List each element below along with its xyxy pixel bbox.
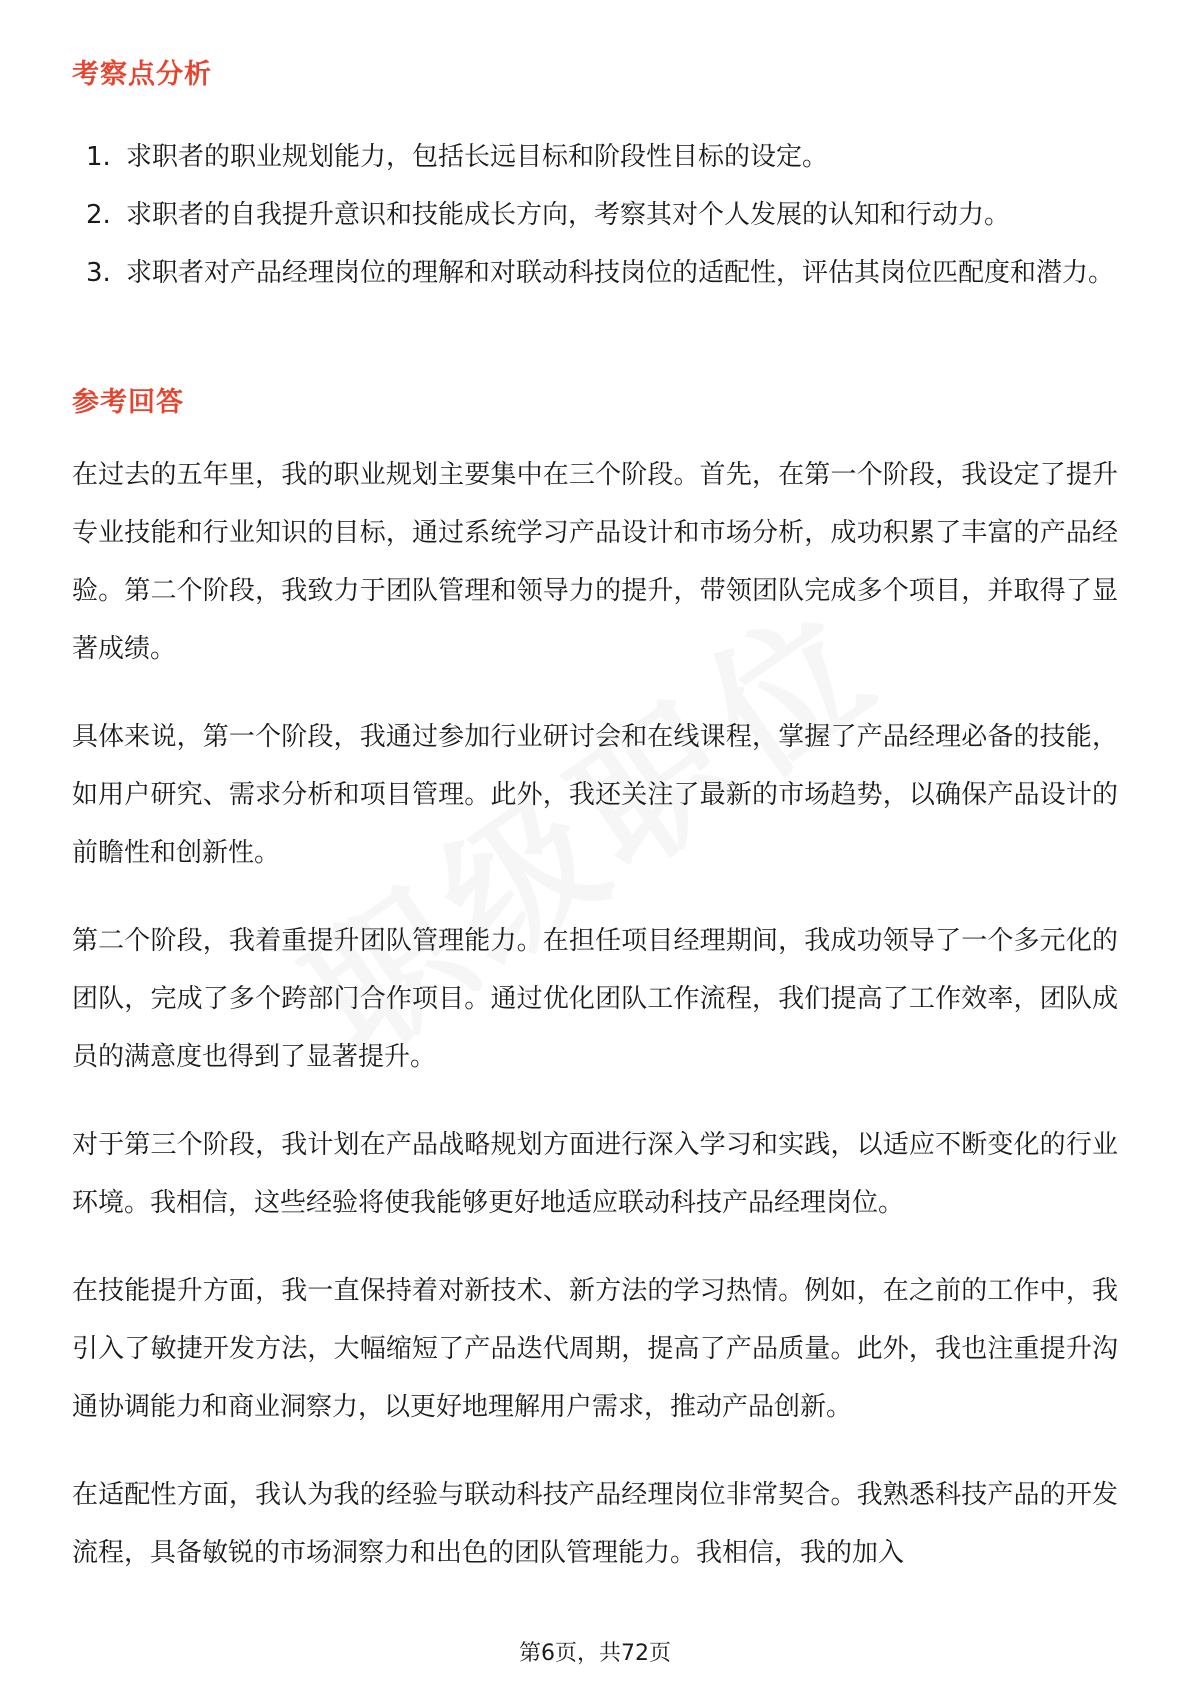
list-item-number: 3.	[86, 258, 111, 288]
list-item-text: 求职者的职业规划能力，包括长远目标和阶段性目标的设定。	[126, 142, 829, 172]
answer-paragraph: 在过去的五年里，我的职业规划主要集中在三个阶段。首先，在第一个阶段，我设定了提升专业技能和行业知识的目标，通过系统学习产品设计和市场分析，成功积累了丰富的产品经验。第二个阶段，我致力于团队管理和领导力的提升，带领团队完成多个项目，并取得了显著成绩。	[72, 460, 1118, 664]
answer-paragraph: 具体来说，第一个阶段，我通过参加行业研讨会和在线课程，掌握了产品经理必备的技能，如用户研究、需求分析和项目管理。此外，我还关注了最新的市场趋势，以确保产品设计的前瞻性和创新性。	[72, 722, 1118, 868]
answer-paragraph: 第二个阶段，我着重提升团队管理能力。在担任项目经理期间，我成功领导了一个多元化的团队，完成了多个跨部门合作项目。通过优化团队工作流程，我们提高了工作效率，团队成员的满意度也得到了显著提升。	[72, 926, 1118, 1072]
answer-paragraph: 在技能提升方面，我一直保持着对新技术、新方法的学习热情。例如，在之前的工作中，我引入了敏捷开发方法，大幅缩短了产品迭代周期，提高了产品质量。此外，我也注重提升沟通协调能力和商业洞察力，以更好地理解用户需求，推动产品创新。	[72, 1276, 1118, 1422]
list-item	[72, 244, 1122, 302]
answer-paragraph: 对于第三个阶段，我计划在产品战略规划方面进行深入学习和实践，以适应不断变化的行业环境。我相信，这些经验将使我能够更好地适应联动科技产品经理岗位。	[72, 1130, 1118, 1218]
list-item	[72, 186, 1122, 244]
list-item-number: 1.	[86, 142, 111, 172]
answer-body	[72, 446, 1118, 1612]
section-title-answer: 参考回答	[72, 387, 184, 418]
page-footer: 第6页，共72页	[519, 1641, 671, 1666]
list-item-number: 2.	[86, 200, 111, 230]
list-item-text: 求职者对产品经理岗位的理解和对联动科技岗位的适配性，评估其岗位匹配度和潜力。	[126, 258, 1115, 288]
list-item-text: 求职者的自我提升意识和技能成长方向，考察其对个人发展的认知和行动力。	[126, 200, 1011, 230]
section-title-analysis: 考察点分析	[72, 59, 212, 90]
answer-paragraph: 在适配性方面，我认为我的经验与联动科技产品经理岗位非常契合。我熟悉科技产品的开发流程，具备敏锐的市场洞察力和出色的团队管理能力。我相信，我的加入	[72, 1480, 1118, 1568]
list-item	[72, 128, 1122, 186]
analysis-list	[72, 128, 1122, 302]
